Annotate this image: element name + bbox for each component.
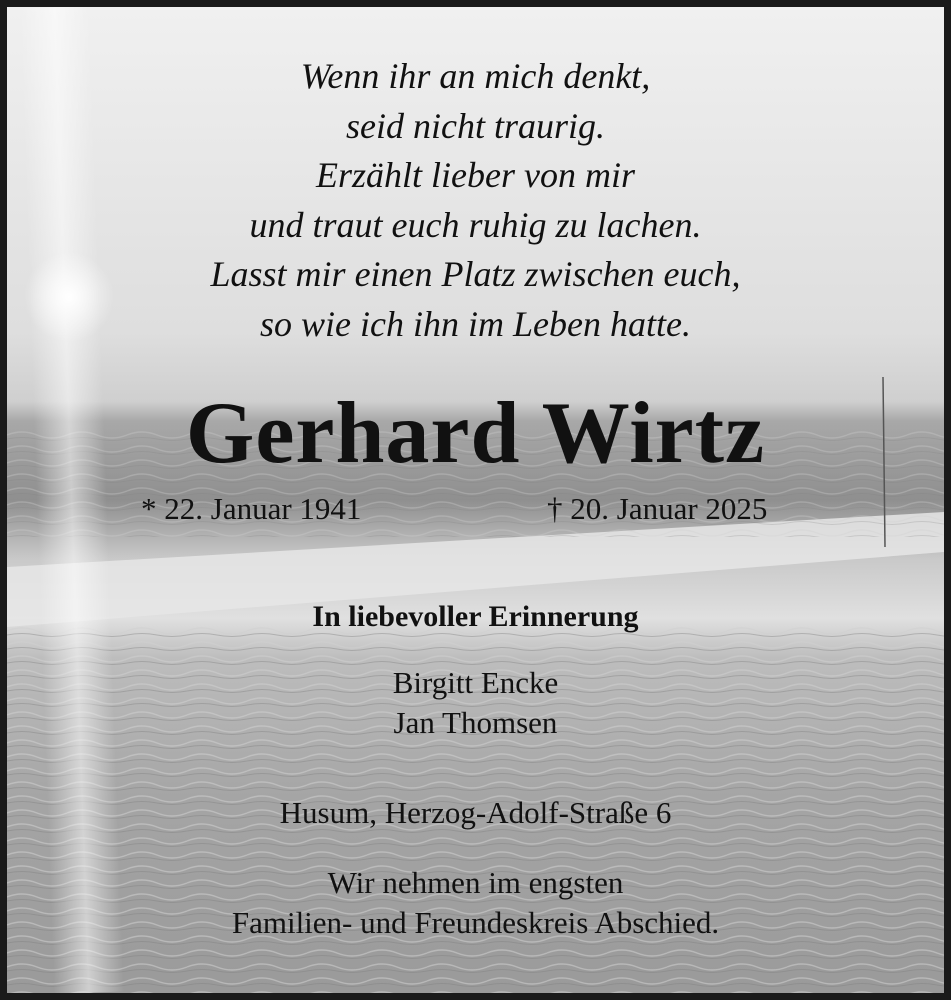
poem-line: Wenn ihr an mich denkt, bbox=[300, 56, 651, 96]
farewell-line: Wir nehmen im engsten bbox=[327, 865, 624, 900]
farewell-line: Familien- und Freundeskreis Abschied. bbox=[231, 905, 720, 940]
poem-line: und traut euch ruhig zu lachen. bbox=[249, 204, 702, 245]
poem-line: Lasst mir einen Platz zwischen euch, bbox=[210, 254, 741, 294]
farewell-note bbox=[7, 863, 944, 943]
poem-line: Erzählt lieber von mir bbox=[316, 155, 635, 195]
address: Husum, Herzog-Adolf-Straße 6 bbox=[279, 795, 672, 830]
mourner-name: Birgitt Encke bbox=[392, 665, 559, 700]
deceased-name: Gerhard Wirtz bbox=[185, 385, 766, 482]
obituary-content bbox=[7, 7, 944, 993]
mourner-name: Jan Thomsen bbox=[393, 705, 558, 740]
poem bbox=[7, 52, 944, 349]
poem-line: seid nicht traurig. bbox=[346, 105, 605, 146]
memory-heading: In liebevoller Erinnerung bbox=[312, 600, 639, 633]
birth-date: * 22. Januar 1941 bbox=[141, 491, 362, 526]
death-date: † 20. Januar 2025 bbox=[547, 491, 768, 526]
mourners-list bbox=[7, 663, 944, 743]
poem-line: so wie ich ihn im Leben hatte. bbox=[260, 303, 691, 344]
